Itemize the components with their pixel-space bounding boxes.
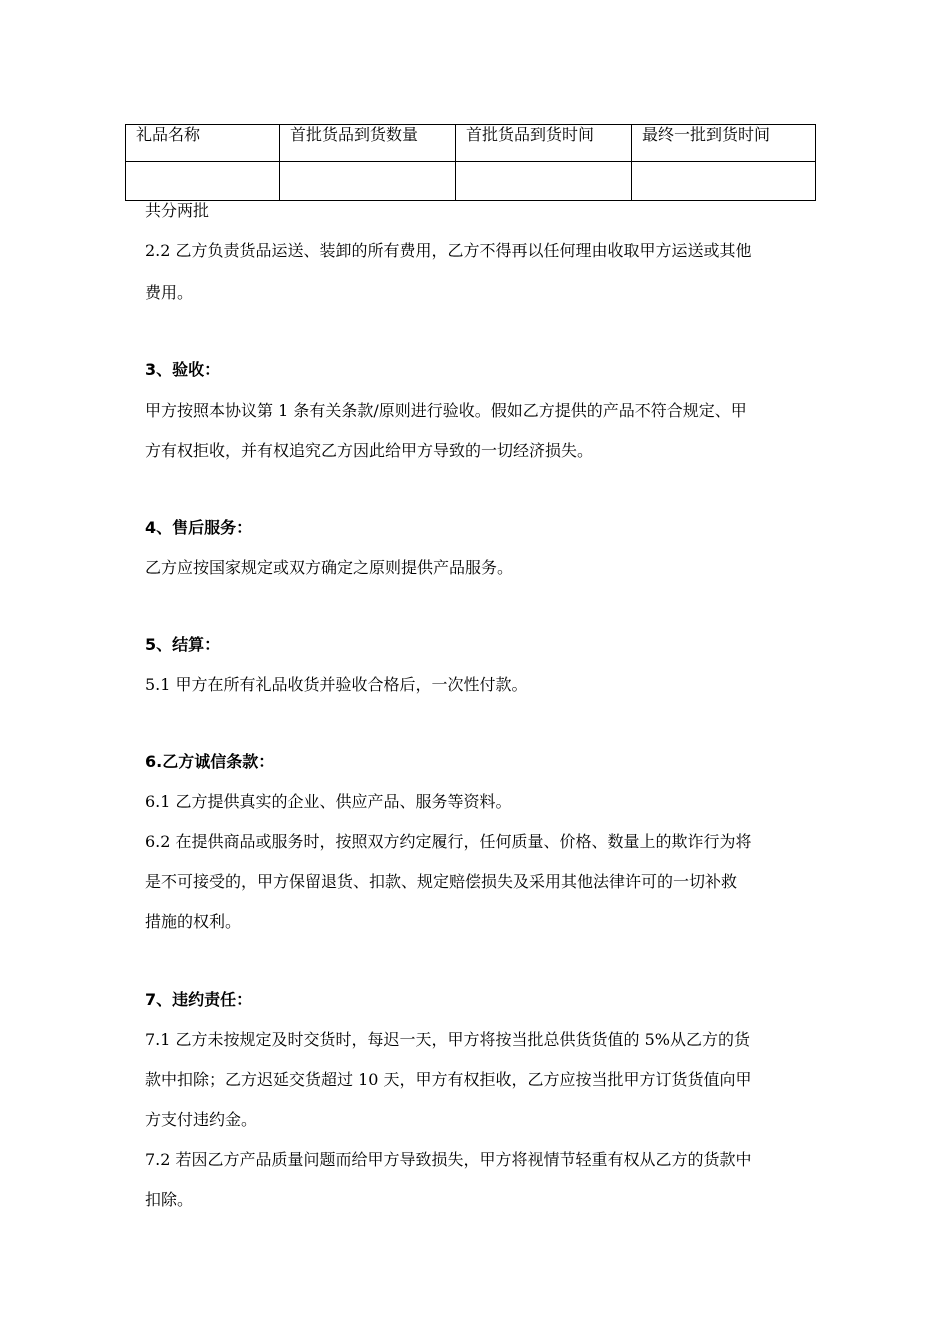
section-heading-after-sales: 4、售后服务： bbox=[145, 518, 253, 537]
section-heading-settlement: 5、结算： bbox=[145, 635, 221, 654]
table-header-cell: 首批货品到货时间 bbox=[456, 125, 632, 162]
acceptance-line: 方有权拒收，并有权追究乙方因此给甲方导致的一切经济损失。 bbox=[145, 441, 594, 460]
table-header-cell: 最终一批到货时间 bbox=[632, 125, 816, 162]
clause-2-2-line: 费用。 bbox=[145, 283, 194, 302]
clause-6-2-line: 措施的权利。 bbox=[145, 912, 242, 931]
clause-6-2-line: 是不可接受的，甲方保留退货、扣款、规定赔偿损失及采用其他法律许可的一切补救 bbox=[145, 872, 738, 891]
clause-6-1-line: 6.1 乙方提供真实的企业、供应产品、服务等资料。 bbox=[145, 792, 512, 811]
delivery-schedule-table bbox=[125, 124, 816, 201]
clause-6-2-line: 6.2 在提供商品或服务时，按照双方约定履行，任何质量、价格、数量上的欺诈行为将 bbox=[145, 832, 752, 851]
table-row bbox=[126, 162, 816, 201]
clause-7-1-line: 款中扣除；乙方迟延交货超过 10 天，甲方有权拒收，乙方应按当批甲方订货货值向甲 bbox=[145, 1070, 752, 1089]
clause-7-1-line: 方支付违约金。 bbox=[145, 1110, 258, 1129]
table-header-row bbox=[126, 125, 816, 162]
section-heading-liability: 7、违约责任： bbox=[145, 990, 253, 1009]
after-sales-line: 乙方应按国家规定或双方确定之原则提供产品服务。 bbox=[145, 558, 514, 577]
table-header-cell: 首批货品到货数量 bbox=[280, 125, 456, 162]
clause-7-1-line: 7.1 乙方未按规定及时交货时，每迟一天，甲方将按当批总供货货值的 5%从乙方的货 bbox=[145, 1030, 751, 1049]
clause-7-2-line: 扣除。 bbox=[145, 1190, 194, 1209]
batch-note: 共分两批 bbox=[145, 201, 210, 220]
section-heading-acceptance: 3、验收： bbox=[145, 360, 221, 379]
section-heading-integrity: 6.乙方诚信条款： bbox=[145, 752, 275, 771]
clause-2-2-line: 2.2 乙方负责货品运送、装卸的所有费用，乙方不得再以任何理由收取甲方运送或其他 bbox=[145, 241, 752, 260]
table-cell bbox=[632, 162, 816, 201]
acceptance-line: 甲方按照本协议第 1 条有关条款/原则进行验收。假如乙方提供的产品不符合规定、甲 bbox=[145, 401, 747, 420]
table-cell bbox=[126, 162, 280, 201]
table-cell bbox=[280, 162, 456, 201]
clause-5-1-line: 5.1 甲方在所有礼品收货并验收合格后，一次性付款。 bbox=[145, 675, 528, 694]
clause-7-2-line: 7.2 若因乙方产品质量问题而给甲方导致损失，甲方将视情节轻重有权从乙方的货款中 bbox=[145, 1150, 752, 1169]
table-cell bbox=[456, 162, 632, 201]
table-header-cell: 礼品名称 bbox=[126, 125, 280, 162]
